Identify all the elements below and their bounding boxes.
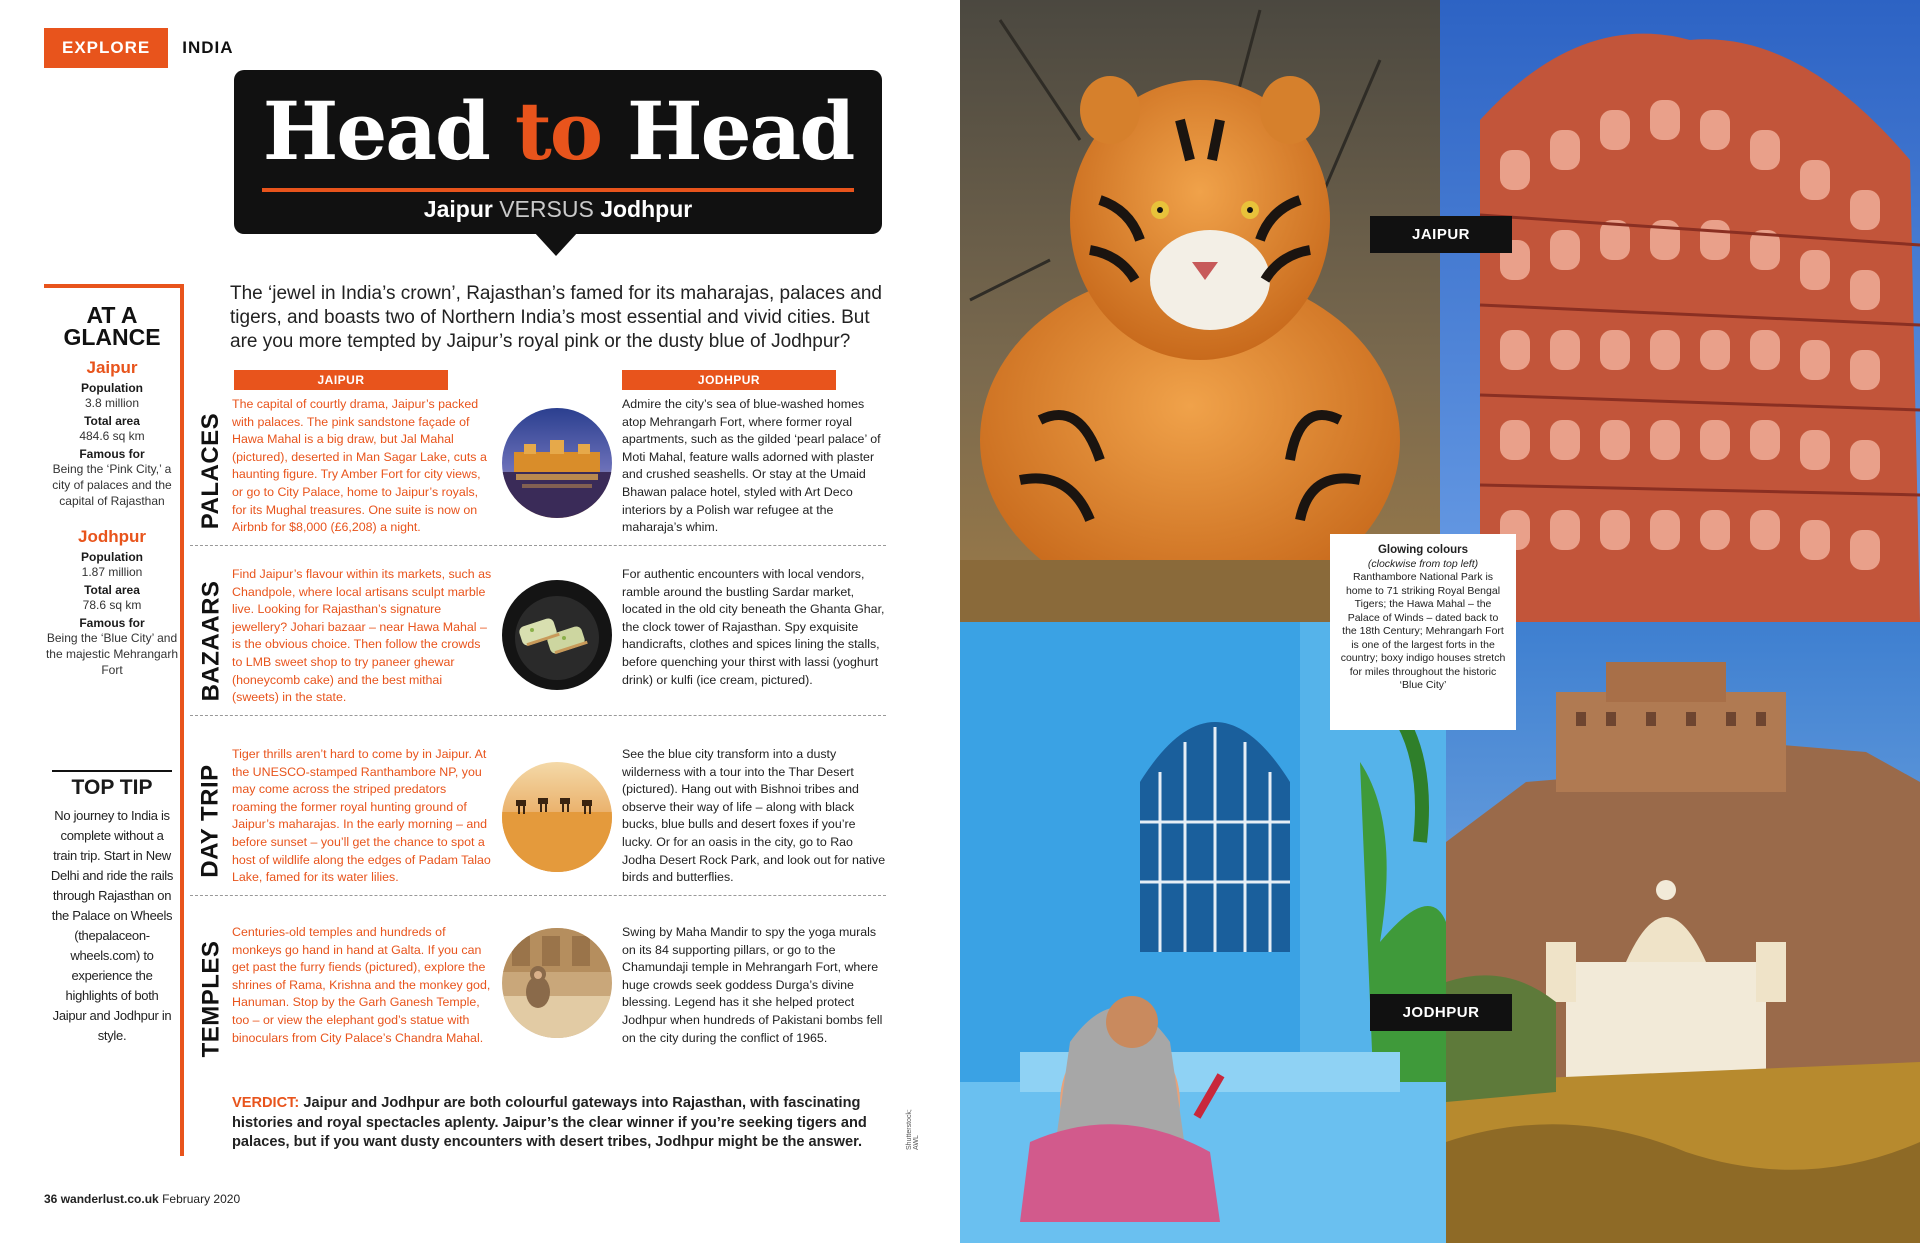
glance-jaipur-population: 3.8 million	[84, 396, 140, 410]
top-tip-text: No journey to India is complete without a train trip. Start in New Delhi and ride the rails through Rajasthan on the Palace on Wheels (thepalaceon-wheels.com) to experience the highlights of both Jaipur and Jodhpur in style.	[50, 808, 174, 1043]
row-temples-jaipur-text: Centuries-old temples and hundreds of monkeys go hand in hand at Galta. If you can get past the furry fiends (pictured), explore the shrines of Rama, Krishna and the monkey god, Hanuman. Stop by the Garh Ganesh Temple, too – or view the elephant god’s statue with binoculars from City Palace’s Chandra Mahal.	[232, 925, 491, 1045]
glance-jodhpur-famous-label: Famous for	[79, 616, 145, 630]
row-label-palaces: PALACES	[197, 412, 224, 530]
row-divider	[190, 545, 886, 546]
row-day-trip	[190, 746, 886, 896]
glance-jodhpur-population: 1.87 million	[81, 565, 143, 579]
page-number: 36	[44, 1192, 58, 1206]
verdict	[232, 1094, 888, 1153]
column-header-jaipur: JAIPUR	[234, 370, 448, 390]
glance-jaipur-famous-label: Famous for	[79, 447, 145, 461]
row-label-bazaars: BAZAARS	[197, 580, 225, 702]
glance-jodhpur-name: Jodhpur	[78, 527, 146, 546]
kulfi-photo	[502, 580, 612, 690]
photo-credit: Shutterstock; AWL	[906, 1109, 920, 1150]
glance-jodhpur-population-label: Population	[81, 550, 143, 564]
footer-site: wanderlust.co.uk	[60, 1192, 159, 1206]
row-palaces-jaipur-text: The capital of courtly drama, Jaipur’s packed with palaces. The pink sandstone façade of Hawa Mahal is a big draw, but Jal Mahal (pictured), deserted in Man Sagar Lake, cuts a haunting figure. Try Amber Fort for city views, or go to City Palace, home to Jaipur’s royals, for its Mughal treasures. One suite is now on Airbnb for $8,000 (£6,208) a night.	[232, 397, 487, 535]
row-label-temples: TEMPLES	[197, 940, 224, 1058]
row-palaces	[190, 396, 886, 546]
row-bazaars-jaipur-text: Find Jaipur’s flavour within its markets, such as Chandpole, where local artisans sculpt marble live. Looking for Rajasthan’s signature jewellery? Johari bazaar – near Hawa Mahal – is the obvious choice. Then follow the crowds to LMB sweet shop to try paneer ghewar (honeycomb cake) and the best mithai (sweets) in the state.	[232, 567, 492, 705]
tiger-photo	[960, 0, 1440, 622]
row-day-trip-jaipur-text: Tiger thrills aren’t hard to come by in Jaipur. At the UNESCO-stamped Ranthambore NP, you may come across the striped predators roaming the former royal hunting ground of Jaipur’s maharajas. In the early morning – and before sunset – you’ll get the chance to spot a host of wildlife along the edges of Padam Talao Lake, famed for its water lilies.	[232, 747, 491, 885]
glance-jaipur-famous: Being the ‘Pink City,’ a city of palaces and the capital of Rajasthan	[52, 462, 172, 508]
headline-part3: Head	[601, 84, 854, 178]
section-tag	[44, 28, 234, 68]
glance-jaipur-area: 484.6 sq km	[79, 429, 145, 443]
headline-rule	[262, 188, 854, 192]
subhead-versus: VERSUS	[499, 196, 594, 222]
desert-photo	[502, 762, 612, 872]
mehrangarh-fort-photo	[1446, 622, 1920, 1243]
row-divider	[190, 715, 886, 716]
glance-jodhpur-area: 78.6 sq km	[82, 598, 142, 612]
headline-box	[234, 70, 882, 234]
intro-paragraph: The ‘jewel in India’s crown’, Rajasthan’s famed for its maharajas, palaces and tigers, and boasts two of Northern India’s most essential and vivid cities. But are you more tempted by Jaipur’s royal pink or the dusty blue of Jodhpur?	[230, 283, 882, 352]
row-temples	[190, 924, 886, 1074]
glance-jodhpur-famous: Being the ‘Blue City’ and the majestic Mehrangarh Fort	[45, 631, 179, 677]
headline-part2: to	[514, 84, 602, 178]
photo-label-jodhpur: JODHPUR	[1370, 994, 1512, 1031]
section-explore-label: EXPLORE	[44, 28, 168, 68]
glance-title-line1: AT A	[86, 302, 138, 328]
headline-part1: Head	[262, 84, 515, 178]
column-header-jodhpur: JODHPUR	[622, 370, 836, 390]
headline	[234, 84, 882, 178]
subhead-city1: Jaipur	[423, 196, 493, 222]
subhead	[234, 196, 882, 223]
row-label-day-trip: DAY TRIP	[197, 764, 224, 878]
verdict-text: Jaipur and Jodhpur are both colourful gateways into Rajasthan, with fascinating histories and royal spectacles aplenty. Jaipur’s the clear winner if you’re seeking tigers and palaces, but if you want dusty encounters with desert tribes, Jodhpur might be the answer.	[232, 1095, 867, 1150]
caption-subtitle: (clockwise from top left)	[1367, 557, 1479, 570]
caption-title: Glowing colours	[1377, 544, 1469, 556]
row-day-trip-jodhpur-text: See the blue city transform into a dusty wilderness with a tour into the Thar Desert (pictured). Hang out with Bishnoi tribes and observe their way of life – along with black bucks, blue bulls and desert foxes if you’re lucky. Or for an oasis in the city, go to Rao Jodha Desert Rock Park, and look out for native birds and butterflies.	[622, 747, 886, 885]
subhead-city2: Jodhpur	[600, 196, 693, 222]
top-tip-title: TOP TIP	[52, 770, 172, 800]
row-bazaars-jodhpur-text: For authentic encounters with local vendors, ramble around the bustling Sardar market, located in the old city beneath the Ghanta Ghar, the clock tower of Rajasthan. Spy exquisite handicrafts, clothes and spices lining the stalls, before quenching your thirst with lassi (yoghurt drink) or kulfi (ice cream, pictured).	[622, 567, 885, 687]
hawa-mahal-photo	[1440, 0, 1920, 622]
caption-text: Ranthambore National Park is home to 71 striking Royal Bengal Tigers; the Hawa Mahal – the Palace of Winds – dated back to the 18th Century; Mehrangarh Fort is one of the largest forts in the country; boxy indigo houses stretch for miles throughout the historic ‘Blue City’	[1340, 571, 1506, 691]
palace-photo	[502, 408, 612, 518]
photo-caption	[1330, 534, 1516, 730]
photo-label-jaipur: JAIPUR	[1370, 216, 1512, 253]
section-region-label: INDIA	[182, 38, 234, 57]
monkey-photo	[502, 928, 612, 1038]
verdict-label: VERDICT:	[232, 1095, 300, 1111]
row-divider	[190, 895, 886, 896]
at-a-glance-sidebar	[44, 284, 184, 1156]
glance-title	[44, 304, 180, 348]
page-footer	[44, 1192, 240, 1206]
row-palaces-jodhpur-text: Admire the city’s sea of blue-washed homes atop Mehrangarh Fort, where former royal apartments, such as the gilded ‘pearl palace’ of Moti Mahal, feature walls adorned with plaster and crushed seashells. Or stay at the Umaid Bhawan palace hotel, styled with Art Deco interiors by a Polish war refugee at the maharaja’s whim.	[622, 397, 881, 535]
row-temples-jodhpur-text: Swing by Maha Mandir to spy the yoga murals on its 84 supporting pillars, or go to the Chamundaji temple in Mehrangarh Fort, where huge crowds seek goddess Durga’s divine blessing. Legend has it she helped protect Jodhpur when hundreds of Pakistani bombs fell on the city during the conflict of 1965.	[622, 925, 883, 1045]
footer-issue: February 2020	[162, 1192, 241, 1206]
glance-jaipur-name: Jaipur	[86, 358, 138, 377]
glance-jodhpur-area-label: Total area	[84, 583, 140, 597]
glance-jaipur-population-label: Population	[81, 381, 143, 395]
glance-jaipur-area-label: Total area	[84, 414, 140, 428]
glance-title-line2: GLANCE	[63, 324, 161, 350]
row-bazaars	[190, 566, 886, 716]
